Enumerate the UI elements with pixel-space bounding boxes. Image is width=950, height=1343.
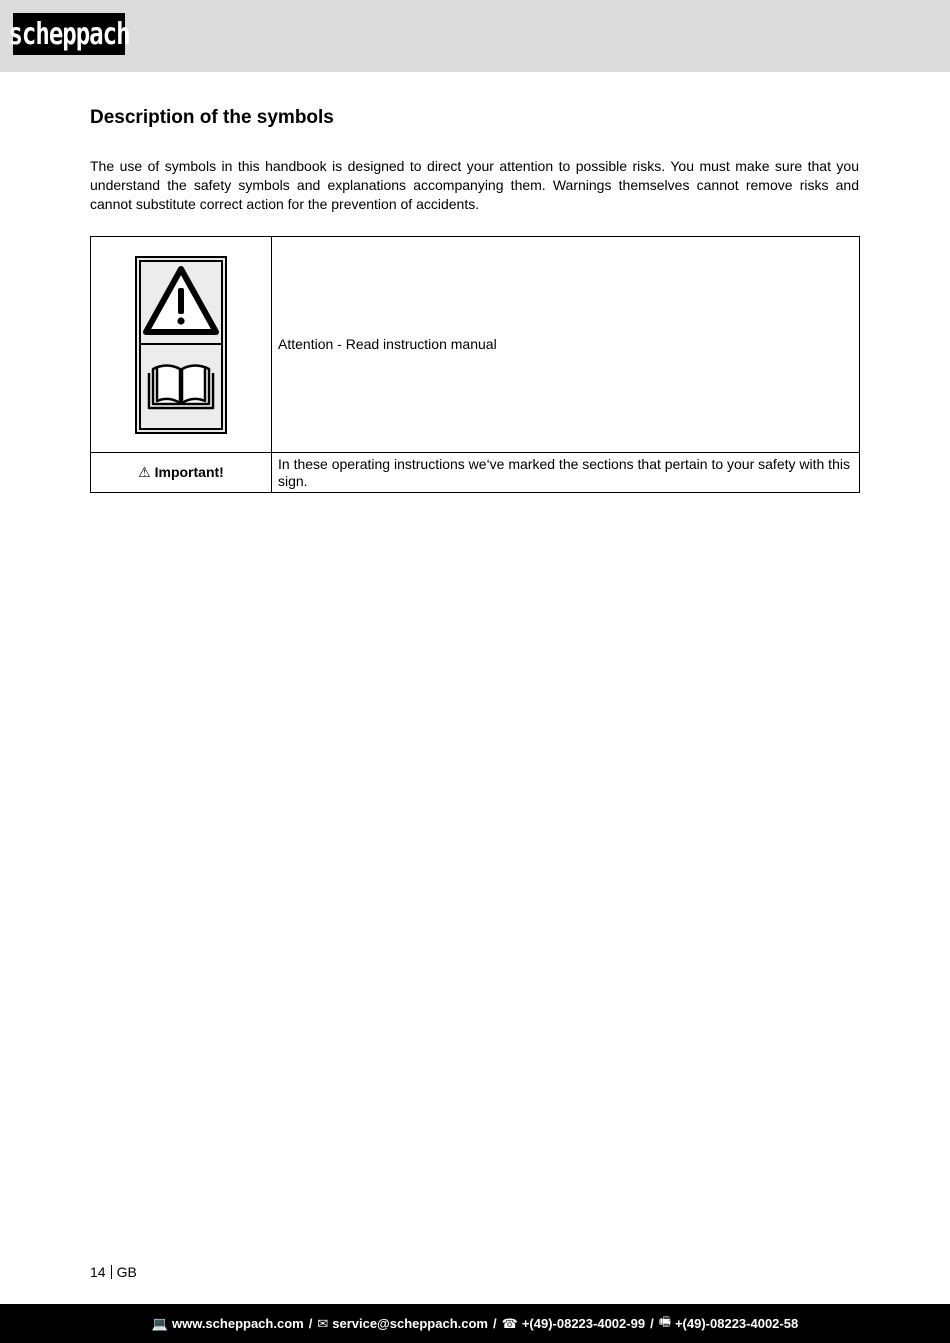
footer-bar xyxy=(0,1304,950,1343)
footer-website[interactable]: www.scheppach.com xyxy=(171,1316,304,1331)
computer-icon: 💻 xyxy=(151,1315,168,1331)
warning-read-manual-icon xyxy=(135,256,227,434)
scheppach-logo: scheppach xyxy=(13,13,125,55)
footer-separator: / xyxy=(650,1316,654,1331)
page-number xyxy=(90,1264,137,1280)
intro-paragraph: The use of symbols in this handbook is designed to direct your attention to possible risks. You must make sure that you understand the safety symbols and explanations accompanying them. Warnings themselves cannot remove risks and cannot substitute correct action for the prevention of accidents. xyxy=(90,158,859,212)
important-description: In these operating instructions we‘ve marked the sections that pertain to your safety with this sign. xyxy=(272,453,860,493)
page-language: GB xyxy=(116,1264,137,1280)
important-label: Important! xyxy=(154,464,224,480)
page-number-divider xyxy=(111,1265,112,1279)
symbol-cell xyxy=(91,237,272,453)
section-title: Description of the symbols xyxy=(90,107,334,128)
footer-email[interactable]: service@scheppach.com xyxy=(332,1316,488,1331)
footer-separator: / xyxy=(493,1316,497,1331)
mail-icon: ✉ xyxy=(317,1315,329,1331)
page-number-value: 14 xyxy=(90,1264,106,1280)
table-row xyxy=(91,453,860,493)
important-label-cell xyxy=(91,453,272,493)
footer-fax: +(49)-08223-4002-58 xyxy=(674,1316,799,1331)
footer-separator: / xyxy=(308,1316,313,1331)
symbol-description: Attention - Read instruction manual xyxy=(272,237,860,453)
footer-phone: +(49)-08223-4002-99 xyxy=(521,1316,646,1331)
symbols-table xyxy=(90,236,860,493)
table-row xyxy=(91,237,860,453)
fax-icon: 🖷 xyxy=(658,1313,671,1329)
header-bar xyxy=(0,0,950,72)
phone-icon: ☎ xyxy=(501,1315,518,1331)
warning-icon: ⚠ xyxy=(138,464,151,480)
